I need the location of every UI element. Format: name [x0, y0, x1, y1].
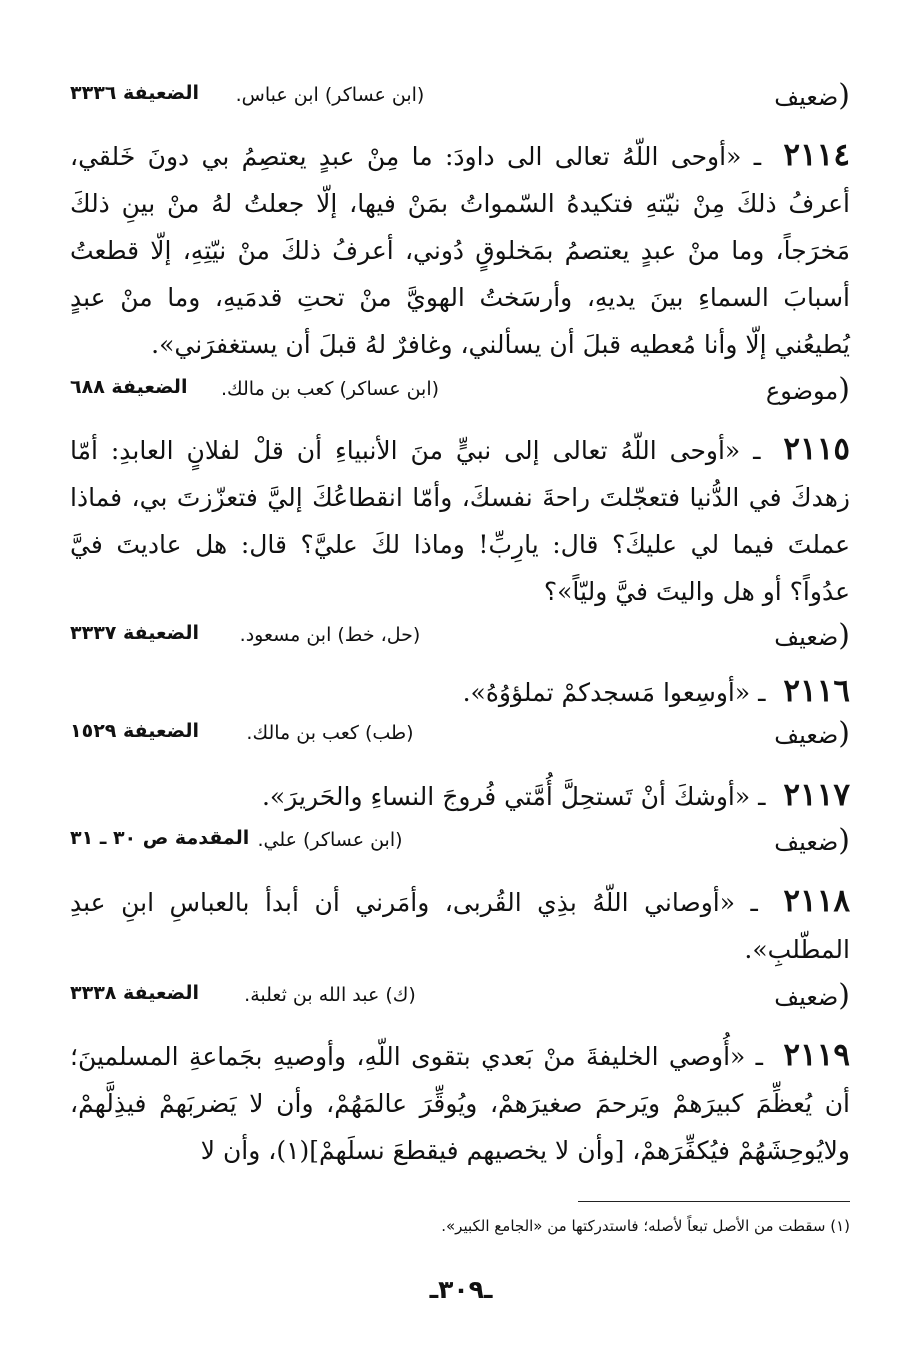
hadith-text: ـ «أوحى اللّهُ تعالى الى داودَ: ما مِنْ عبدٍ يعتصِمُ بي دونَ خَلقي، أعرفُ ذلكَ مِنْ نيّتهِ فتكيدهُ السّمواتُ بمَنْ فيها، إلّا جعلتُ لهُ منْ بينِ ذلكَ مَخرَجاً، وما منْ عبدٍ يعتصمُ بمَخلوقٍ دُوني، أعرفُ ذلكَ منْ نيّتِهِ، إلّا قطعتُ أسبابَ السماءِ بينَ يديهِ، وأرسَختُ الهويَّ منْ تحتِ قدمَيهِ، وما منْ عبدٍ يُطيعُني إلّا وأنا مُعطيه قبلَ أن يسألني، وغافرٌ لهُ قبلَ أن يستغفرَني».	[70, 142, 850, 359]
grade-label: ( ضعيف	[774, 978, 850, 1015]
footnote-divider	[578, 1201, 850, 1202]
grade-label: ( ضعيف	[774, 823, 850, 860]
hadith-text: ـ «أُوصي الخليفةَ منْ بَعدي بتقوى اللّهِ، وأوصيهِ بجَماعةِ المسلمينَ؛ أن يُعظِّمَ كبيرَهمْ ويَرحمَ صغيرَهمْ، ويُوقِّرَ عالمَهُمْ، وأن لا يَضربَهمْ فيذِلَّهمْ، ولايُوحِشَهُمْ فيُكفِّرَهمْ، [وأن لا يخصيهم فيقطعَ نسلَهمْ](١)، وأن لا	[70, 1042, 850, 1165]
citation-reference: المقدمة ص ٣٠ ـ ٣١	[70, 827, 250, 849]
source-reference: (حل، خط) ابن مسعود.	[239, 624, 421, 646]
hadith-entry	[70, 426, 850, 615]
hadith-entry	[70, 668, 850, 716]
source-reference: (ك) عبد الله بن ثعلبة.	[244, 984, 416, 1006]
source-line	[70, 716, 850, 756]
hadith-text: ـ «أوشكَ أنْ تَستحِلَّ أُمَّتي فُروجَ النساءِ والحَريرَ».	[261, 782, 766, 811]
hadith-number: ٢١١٤	[783, 137, 850, 173]
hadith-entry	[70, 878, 850, 973]
hadith-number: ٢١١٧	[783, 777, 850, 813]
citation-reference: الضعيفة ٣٣٣٧	[70, 622, 200, 644]
citation-reference: الضعيفة ٣٣٣٦	[70, 82, 200, 104]
source-line	[70, 78, 850, 118]
hadith-entry	[70, 772, 850, 820]
hadith-number: ٢١١٥	[783, 431, 850, 467]
hadith-entry	[70, 1032, 850, 1174]
hadith-number: ٢١١٨	[783, 883, 850, 919]
source-line	[70, 978, 850, 1018]
grade-label: ( ضعيف	[774, 716, 850, 753]
page-number: ـ٣٠٩ـ	[429, 1275, 493, 1304]
hadith-entry	[70, 132, 850, 368]
citation-reference: الضعيفة ٦٨٨	[70, 376, 188, 398]
grade-label: ( ضعيف	[774, 618, 850, 655]
grade-label: ( موضوع	[766, 372, 850, 409]
citation-reference: الضعيفة ٣٣٣٨	[70, 982, 200, 1004]
hadith-number: ٢١١٦	[783, 673, 850, 709]
grade-label: ( ضعيف	[774, 78, 850, 115]
hadith-number: ٢١١٩	[783, 1037, 850, 1073]
source-reference: (طب) كعب بن مالك.	[246, 722, 414, 744]
source-line	[70, 372, 850, 412]
source-reference: (ابن عساكر) علي.	[257, 829, 403, 851]
hadith-text: ـ «أوحى اللّهُ تعالى إلى نبيٍّ منَ الأنبياءِ أن قلْ لفلانٍ العابدِ: أمّا زهدكَ في الدُّنيا فتعجّلتَ راحةَ نفسكَ، وأمّا انقطاعُكَ إليَّ فتعزّزتَ بي، فماذا عملتَ فيما لي عليكَ؟ قال: يارِبِّ! وماذا لكَ عليَّ؟ قال: هل عاديتَ فيَّ عدُواً؟ أو هل واليتَ فيَّ وليّاً»؟	[70, 436, 850, 606]
source-reference: (ابن عساكر) ابن عباس.	[235, 84, 425, 106]
footnote: (١) سقطت من الأصل تبعاً لأصله؛ فاستدركتها من «الجامع الكبير».	[441, 1217, 850, 1235]
source-line	[70, 823, 850, 863]
hadith-text: ـ «أوسِعوا مَسجدكمْ تملؤوُهُ».	[462, 678, 766, 707]
source-line	[70, 618, 850, 658]
source-reference: (ابن عساكر) كعب بن مالك.	[220, 378, 440, 400]
hadith-text: ـ «أوصاني اللّهُ بذِي القُربى، وأمَرني أن أبدأ بالعباسِ ابنِ عبدِ المطّلبِ».	[70, 888, 850, 964]
citation-reference: الضعيفة ١٥٢٩	[70, 720, 200, 742]
